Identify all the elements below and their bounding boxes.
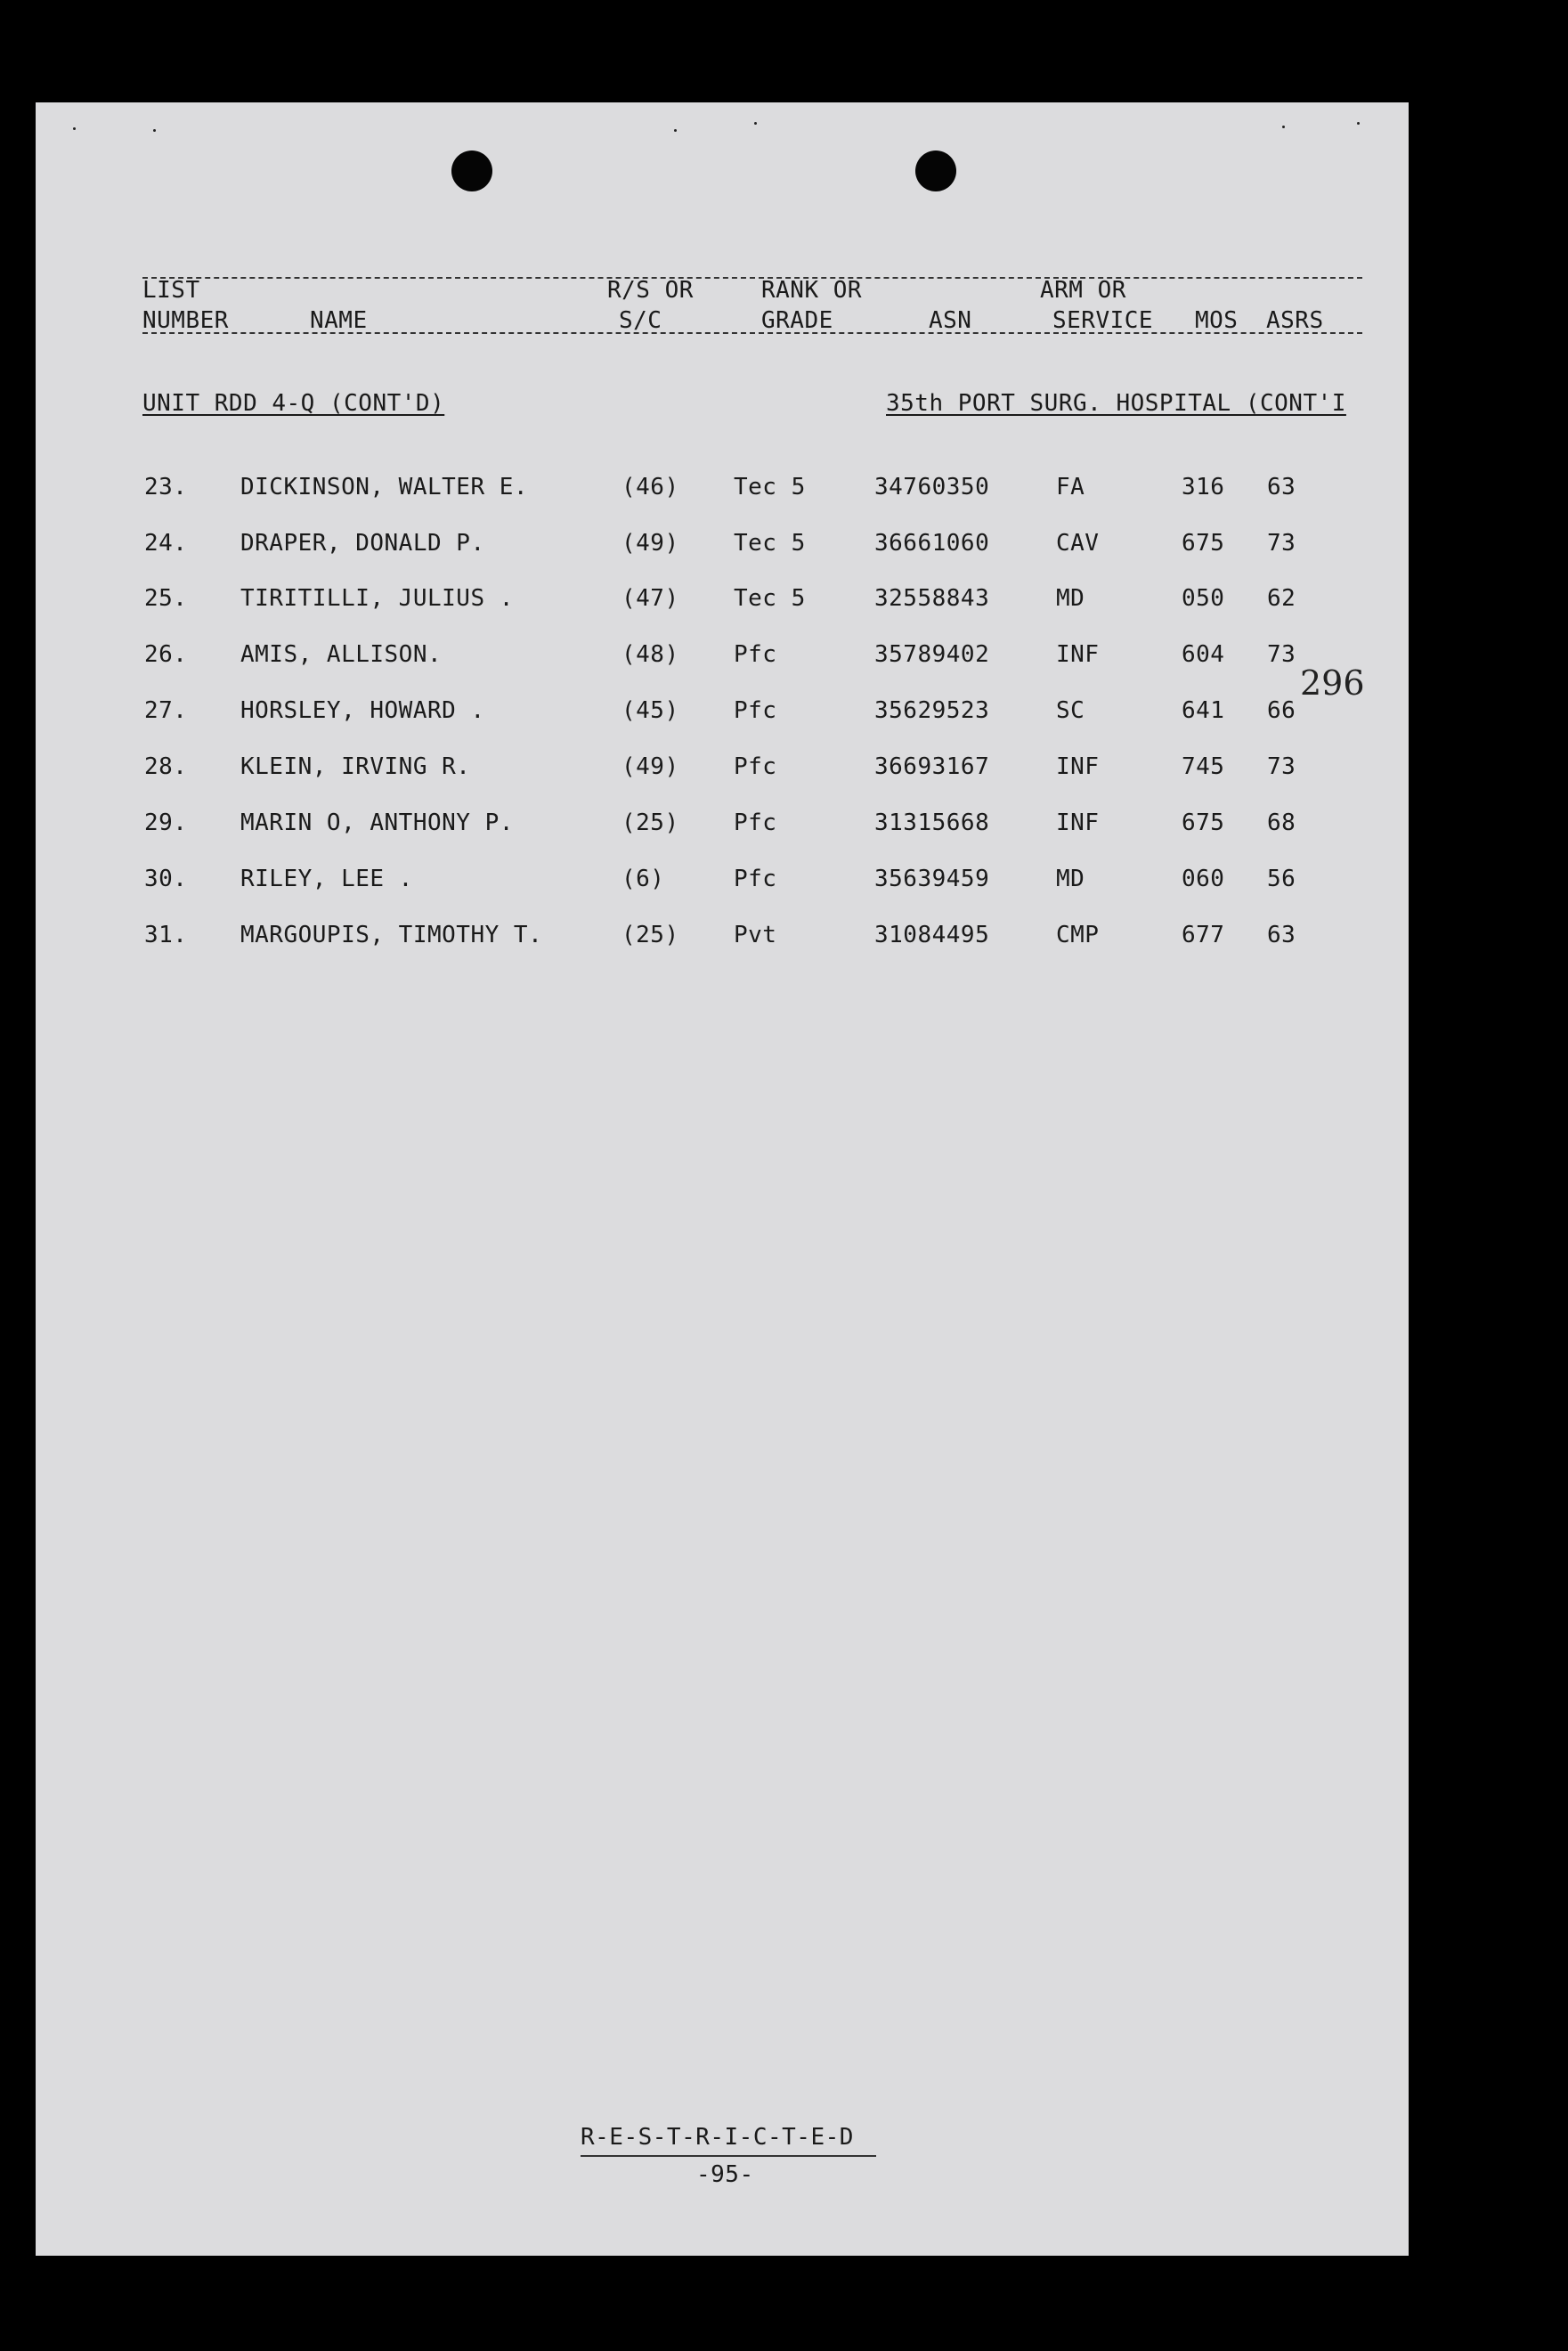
asn: 31084495 xyxy=(874,922,990,948)
arm-service: INF xyxy=(1056,641,1100,668)
list-number: 26. xyxy=(144,641,188,668)
document-page xyxy=(36,102,1409,2256)
asrs: 62 xyxy=(1267,585,1296,612)
page-number: -95- xyxy=(696,2161,754,2188)
header-arm-or: ARM OR xyxy=(1040,277,1126,304)
rank-grade: Pfc xyxy=(734,753,777,780)
asn: 36693167 xyxy=(874,753,990,780)
mos: 745 xyxy=(1182,753,1225,780)
rank-grade: Pvt xyxy=(734,922,777,948)
asn: 35639459 xyxy=(874,866,990,892)
asn: 36661060 xyxy=(874,530,990,557)
header-rank-or: RANK OR xyxy=(761,277,863,304)
mos: 316 xyxy=(1182,474,1225,500)
asn: 35629523 xyxy=(874,697,990,724)
list-number: 29. xyxy=(144,809,188,836)
arm-service: INF xyxy=(1056,753,1100,780)
list-number: 23. xyxy=(144,474,188,500)
asrs: 73 xyxy=(1267,753,1296,780)
mos: 675 xyxy=(1182,530,1225,557)
header-grade: GRADE xyxy=(761,307,833,334)
rs-sc: (49) xyxy=(622,753,679,780)
header-name: NAME xyxy=(310,307,368,334)
soldier-name: HORSLEY, HOWARD . xyxy=(240,697,485,724)
list-number: 24. xyxy=(144,530,188,557)
speck xyxy=(1357,122,1360,125)
rs-sc: (25) xyxy=(622,922,679,948)
rs-sc: (25) xyxy=(622,809,679,836)
soldier-name: AMIS, ALLISON. xyxy=(240,641,443,668)
asn: 31315668 xyxy=(874,809,990,836)
arm-service: SC xyxy=(1056,697,1085,724)
rank-grade: Tec 5 xyxy=(734,585,806,612)
header-number: NUMBER xyxy=(142,307,229,334)
unit-hospital-label: 35th PORT SURG. HOSPITAL (CONT'I xyxy=(886,390,1346,417)
asrs: 66 xyxy=(1267,697,1296,724)
asn: 32558843 xyxy=(874,585,990,612)
soldier-name: DICKINSON, WALTER E. xyxy=(240,474,529,500)
speck xyxy=(1282,126,1285,128)
asn: 34760350 xyxy=(874,474,990,500)
soldier-name: MARGOUPIS, TIMOTHY T. xyxy=(240,922,543,948)
header-asn: ASN xyxy=(929,307,972,334)
arm-service: MD xyxy=(1056,866,1085,892)
rank-grade: Pfc xyxy=(734,697,777,724)
header-top-rule xyxy=(142,277,1362,279)
header-service: SERVICE xyxy=(1052,307,1154,334)
asrs: 73 xyxy=(1267,641,1296,668)
punch-hole-left xyxy=(451,150,492,191)
asrs: 56 xyxy=(1267,866,1296,892)
rank-grade: Pfc xyxy=(734,641,777,668)
list-number: 28. xyxy=(144,753,188,780)
page-stamp-number: 296 xyxy=(1300,663,1365,703)
soldier-name: KLEIN, IRVING R. xyxy=(240,753,471,780)
rs-sc: (47) xyxy=(622,585,679,612)
restricted-underline xyxy=(581,2155,876,2157)
arm-service: FA xyxy=(1056,474,1085,500)
list-number: 25. xyxy=(144,585,188,612)
mos: 641 xyxy=(1182,697,1225,724)
list-number: 30. xyxy=(144,866,188,892)
asn: 35789402 xyxy=(874,641,990,668)
header-asrs: ASRS xyxy=(1266,307,1324,334)
mos: 060 xyxy=(1182,866,1225,892)
rank-grade: Tec 5 xyxy=(734,474,806,500)
header-rs-or: R/S OR xyxy=(607,277,694,304)
rank-grade: Pfc xyxy=(734,809,777,836)
asrs: 73 xyxy=(1267,530,1296,557)
rs-sc: (48) xyxy=(622,641,679,668)
asrs: 63 xyxy=(1267,474,1296,500)
mos: 675 xyxy=(1182,809,1225,836)
speck xyxy=(73,127,76,130)
speck xyxy=(674,129,677,132)
header-list: LIST xyxy=(142,277,200,304)
rs-sc: (49) xyxy=(622,530,679,557)
speck xyxy=(754,122,757,125)
rs-sc: (6) xyxy=(622,866,665,892)
list-number: 31. xyxy=(144,922,188,948)
speck xyxy=(153,129,156,132)
arm-service: CAV xyxy=(1056,530,1100,557)
arm-service: INF xyxy=(1056,809,1100,836)
rank-grade: Tec 5 xyxy=(734,530,806,557)
soldier-name: TIRITILLI, JULIUS . xyxy=(240,585,514,612)
mos: 604 xyxy=(1182,641,1225,668)
soldier-name: RILEY, LEE . xyxy=(240,866,413,892)
asrs: 63 xyxy=(1267,922,1296,948)
asrs: 68 xyxy=(1267,809,1296,836)
punch-hole-right xyxy=(915,150,956,191)
unit-label: UNIT RDD 4-Q (CONT'D) xyxy=(142,390,445,417)
soldier-name: MARIN O, ANTHONY P. xyxy=(240,809,514,836)
header-mos: MOS xyxy=(1195,307,1239,334)
restricted-marking: R-E-S-T-R-I-C-T-E-D xyxy=(581,2124,854,2151)
mos: 677 xyxy=(1182,922,1225,948)
rank-grade: Pfc xyxy=(734,866,777,892)
arm-service: MD xyxy=(1056,585,1085,612)
rs-sc: (45) xyxy=(622,697,679,724)
rs-sc: (46) xyxy=(622,474,679,500)
list-number: 27. xyxy=(144,697,188,724)
soldier-name: DRAPER, DONALD P. xyxy=(240,530,485,557)
arm-service: CMP xyxy=(1056,922,1100,948)
header-sc: S/C xyxy=(619,307,662,334)
mos: 050 xyxy=(1182,585,1225,612)
